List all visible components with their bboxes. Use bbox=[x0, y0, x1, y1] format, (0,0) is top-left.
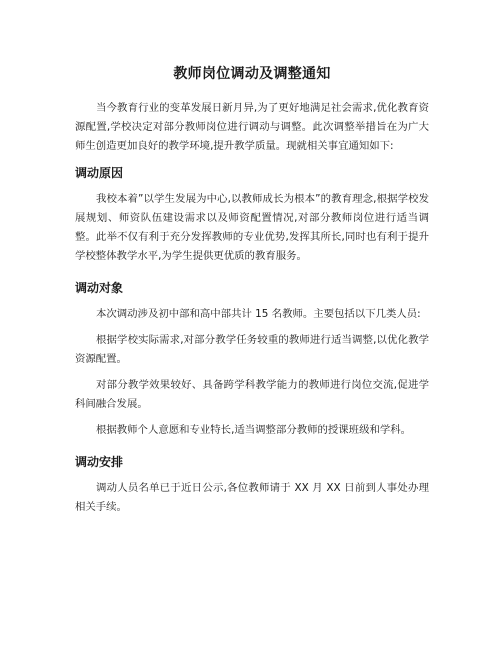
arrangement-paragraph: 调动人员名单已于近日公示,各位教师请于 XX 月 XX 日前到人事处办理相关手续。 bbox=[75, 482, 429, 513]
section-heading-arrangement: 调动安排 bbox=[75, 455, 124, 469]
document-title: 教师岗位调动及调整通知 bbox=[173, 66, 331, 82]
targets-paragraph-4: 根据教师个人意愿和专业特长,适当调整部分教师的授课班级和学科。 bbox=[96, 424, 412, 436]
targets-paragraph-3: 对部分教学效果较好、具备跨学科教学能力的教师进行岗位交流,促进学科间融合发展。 bbox=[75, 379, 429, 410]
reason-paragraph: 我校本着”以学生发展为中心,以教师成长为根本”的教育理念,根据学校发展规划、师资队伍建设需求以及师资配置情况,对部分教师岗位进行适当调整。此举不仅有利于充分发挥教师的专业优势,发挥其所长,同时也有利于提升学校整体教学水平,为学生提供更优质的教育服务。 bbox=[75, 193, 429, 262]
intro-paragraph: 当今教育行业的变革发展日新月异,为了更好地满足社会需求,优化教育资源配置,学校决定对部分教师岗位进行调动与调整。此次调整举措旨在为广大师生创造更加良好的教学环境,提升教学质量。现就相关事宜通知如下: bbox=[75, 102, 429, 152]
section-heading-reason: 调动原因 bbox=[75, 166, 124, 180]
section-heading-targets: 调动对象 bbox=[75, 281, 124, 295]
targets-paragraph-2: 根据学校实际需求,对部分教学任务较重的教师进行适当调整,以优化教学资源配置。 bbox=[75, 334, 429, 365]
targets-paragraph-1: 本次调动涉及初中部和高中部共计 15 名教师。主要包括以下几类人员: bbox=[96, 308, 421, 320]
